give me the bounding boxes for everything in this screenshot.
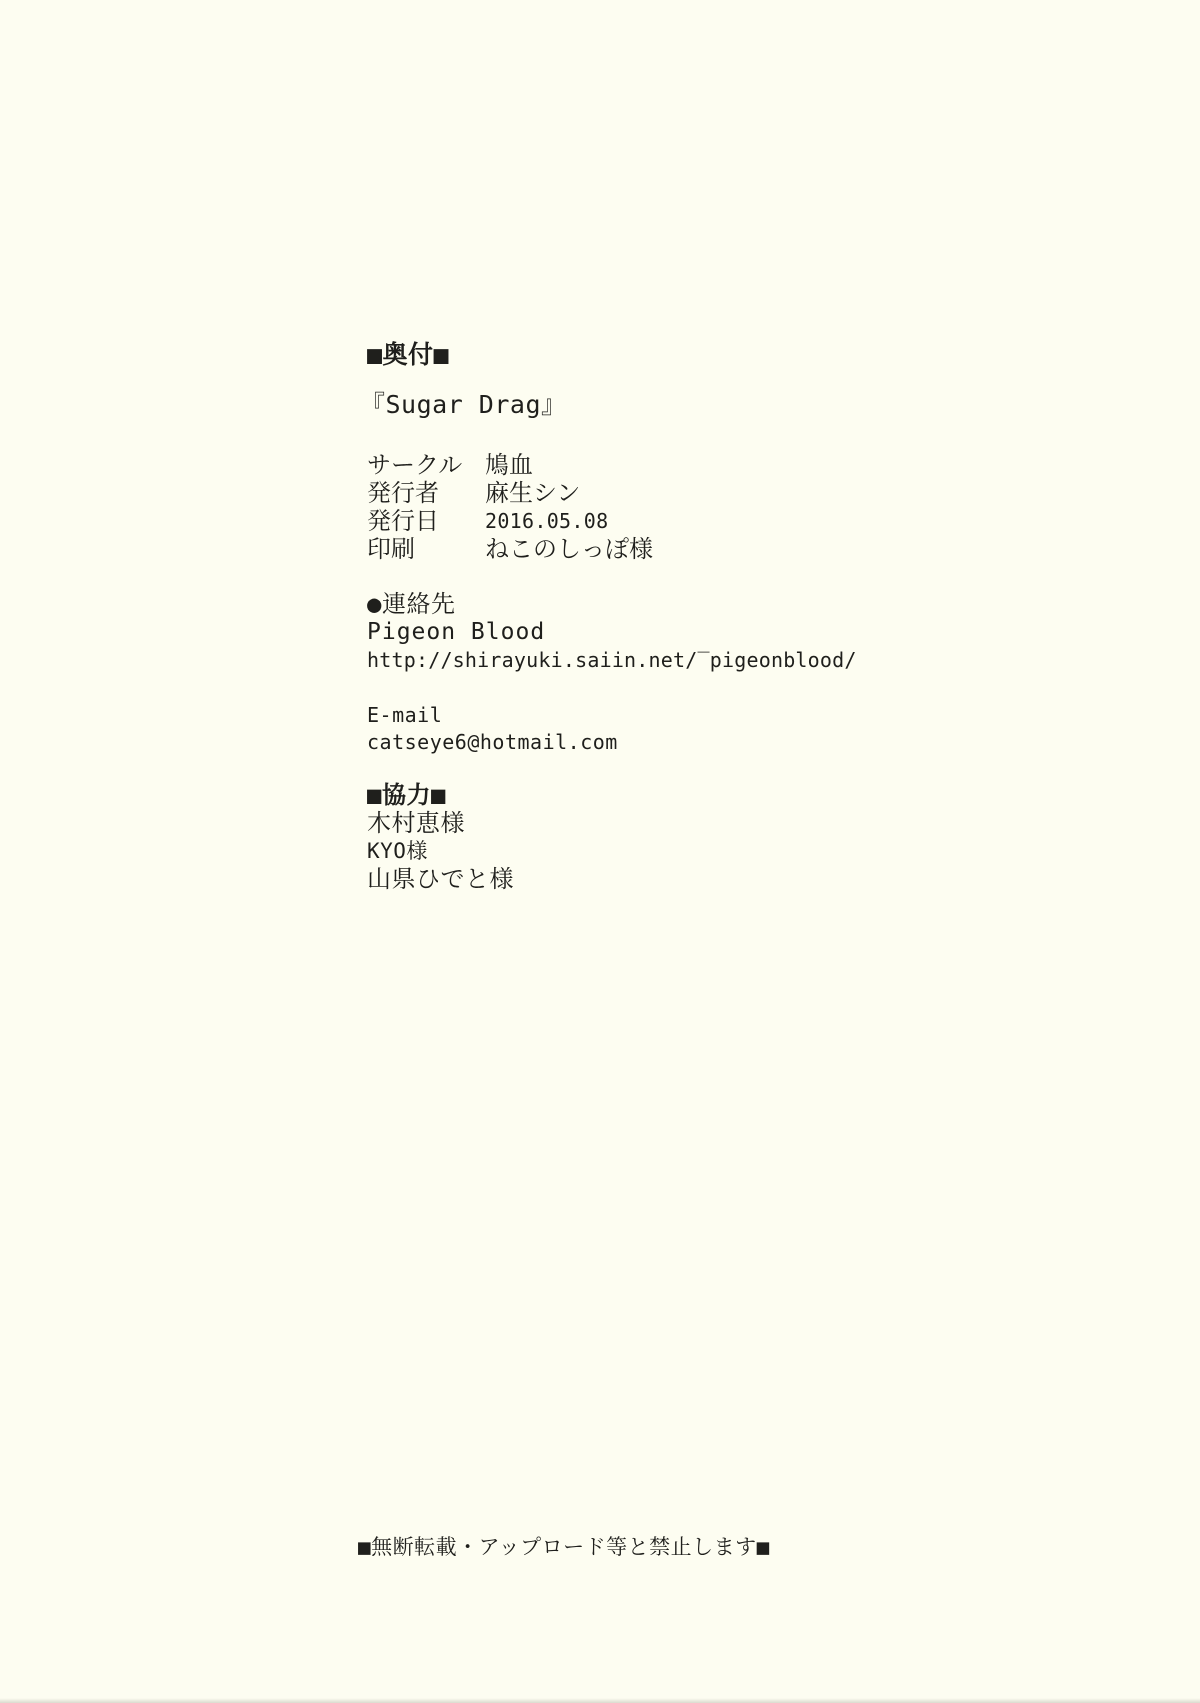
publication-row-date xyxy=(367,507,653,535)
printer-label: 印刷 xyxy=(367,535,415,563)
cooperation-credit: KYO様 xyxy=(367,839,428,863)
contact-section xyxy=(367,590,857,674)
publisher-label: 発行者 xyxy=(367,479,439,507)
circle-value: 鳩血 xyxy=(485,451,533,479)
date-label: 発行日 xyxy=(367,507,439,535)
cooperation-credit: 木村恵様 xyxy=(367,809,465,837)
publication-row-printer xyxy=(367,535,653,563)
circle-label: サークル xyxy=(367,451,463,479)
cooperation-credit: 山県ひでと様 xyxy=(367,865,514,893)
circle-name-english: Pigeon Blood xyxy=(367,619,546,645)
okuzuke-heading: ■奥付■ xyxy=(367,340,450,369)
book-title: 『Sugar Drag』 xyxy=(360,390,567,419)
publication-row-publisher xyxy=(367,479,653,507)
publication-row-circle xyxy=(367,451,653,479)
website-url: http://shirayuki.saiin.net/‾pigeonblood/ xyxy=(367,648,857,672)
no-reupload-notice: ■無断転載・アップロード等と禁止します■ xyxy=(358,1535,770,1559)
date-value: 2016.05.08 xyxy=(485,509,609,533)
publisher-value: 麻生シン xyxy=(485,479,581,507)
email-label: E-mail xyxy=(367,703,443,727)
printer-value: ねこのしっぽ様 xyxy=(485,535,653,563)
contact-heading: ●連絡先 xyxy=(367,590,456,618)
email-section xyxy=(367,702,618,756)
cooperation-heading: ■協力■ xyxy=(367,781,446,809)
email-address: catseye6@hotmail.com xyxy=(367,730,618,754)
cooperation-section xyxy=(367,781,514,893)
publication-info xyxy=(367,451,653,563)
